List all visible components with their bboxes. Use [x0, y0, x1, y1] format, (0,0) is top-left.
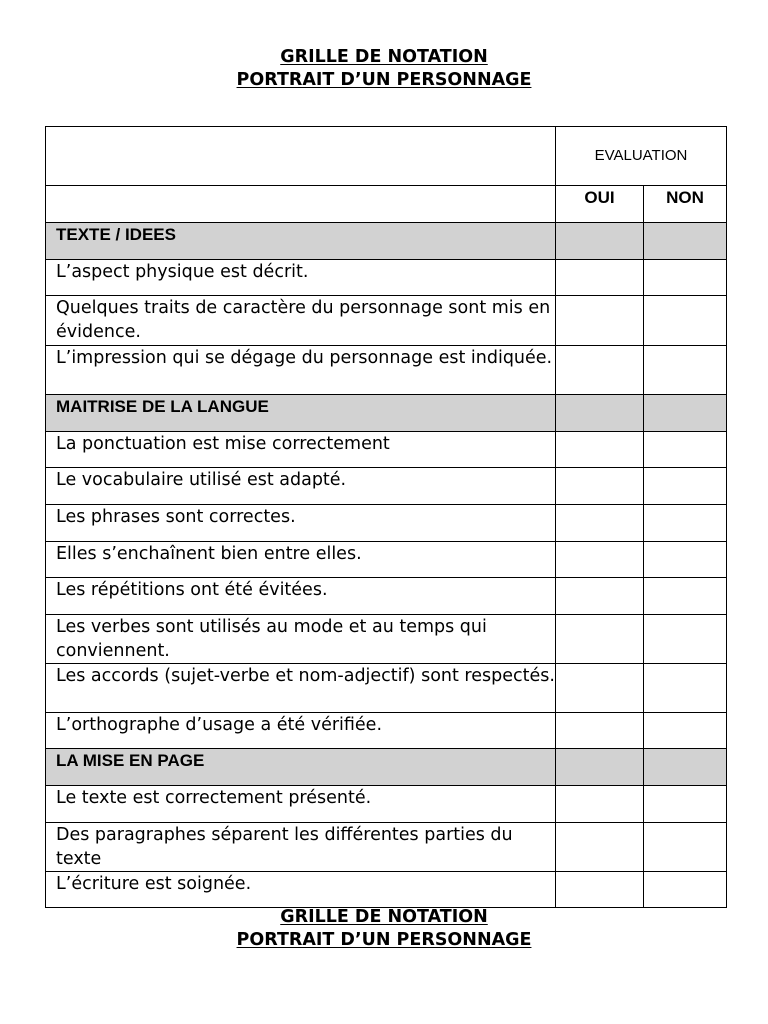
criterion-text: L’impression qui se dégage du personnage est indiquée.: [46, 346, 556, 395]
criterion-text: Le vocabulaire utilisé est adapté.: [46, 468, 556, 505]
table-row: [46, 542, 727, 578]
criterion-text: La ponctuation est mise correctement: [46, 432, 556, 468]
oui-checkbox-cell[interactable]: [556, 346, 644, 395]
criterion-text: Les verbes sont utilisés au mode et au temps qui conviennent.: [46, 615, 556, 664]
table-row: [46, 505, 727, 542]
table-row: [46, 296, 727, 346]
non-checkbox-cell[interactable]: [644, 505, 727, 542]
table-row: [46, 823, 727, 872]
non-checkbox-cell[interactable]: [644, 542, 727, 578]
criterion-text: Le texte est correctement présenté.: [46, 786, 556, 823]
section-row: [46, 749, 727, 786]
section-row: [46, 395, 727, 432]
table-row: [46, 432, 727, 468]
table-row: [46, 786, 727, 823]
footer-title: [0, 906, 768, 952]
non-checkbox-cell[interactable]: [644, 713, 727, 749]
oui-checkbox-cell[interactable]: [556, 432, 644, 468]
oui-checkbox-cell[interactable]: [556, 260, 644, 296]
non-cell: [644, 749, 727, 786]
section-heading: LA MISE EN PAGE: [46, 749, 556, 786]
non-checkbox-cell[interactable]: [644, 664, 727, 713]
non-cell: [644, 223, 727, 260]
oui-cell: [556, 223, 644, 260]
non-checkbox-cell[interactable]: [644, 260, 727, 296]
non-checkbox-cell[interactable]: [644, 578, 727, 615]
criterion-text: Les phrases sont correctes.: [46, 505, 556, 542]
oui-checkbox-cell[interactable]: [556, 786, 644, 823]
criterion-text: Quelques traits de caractère du personnage sont mis en évidence.: [46, 296, 556, 346]
criterion-text: Elles s’enchaînent bien entre elles.: [46, 542, 556, 578]
oui-checkbox-cell[interactable]: [556, 505, 644, 542]
section-heading: MAITRISE DE LA LANGUE: [46, 395, 556, 432]
column-header-oui: OUI: [556, 186, 644, 223]
title-line-1: GRILLE DE NOTATION: [280, 47, 488, 67]
criterion-text: L’écriture est soignée.: [46, 872, 556, 908]
table-row: [46, 713, 727, 749]
table-row: [46, 260, 727, 296]
non-checkbox-cell[interactable]: [644, 872, 727, 908]
oui-cell: [556, 395, 644, 432]
table-row: [46, 468, 727, 505]
footer-title-line-2: PORTRAIT D’UN PERSONNAGE: [236, 930, 532, 950]
oui-checkbox-cell[interactable]: [556, 296, 644, 346]
grading-table: [45, 126, 727, 908]
table-row: [46, 664, 727, 713]
non-checkbox-cell[interactable]: [644, 346, 727, 395]
non-checkbox-cell[interactable]: [644, 823, 727, 872]
subheader-blank-cell: [46, 186, 556, 223]
table-row: [46, 615, 727, 664]
evaluation-header: EVALUATION: [556, 127, 727, 186]
table-row: [46, 578, 727, 615]
section-row: [46, 223, 727, 260]
non-checkbox-cell[interactable]: [644, 432, 727, 468]
oui-checkbox-cell[interactable]: [556, 823, 644, 872]
criterion-text: Les accords (sujet-verbe et nom-adjectif) sont respectés.: [46, 664, 556, 713]
criterion-text: L’aspect physique est décrit.: [46, 260, 556, 296]
non-checkbox-cell[interactable]: [644, 786, 727, 823]
criterion-text: Des paragraphes séparent les différentes parties du texte: [46, 823, 556, 872]
oui-checkbox-cell[interactable]: [556, 713, 644, 749]
non-checkbox-cell[interactable]: [644, 615, 727, 664]
column-header-non: NON: [644, 186, 727, 223]
page-title: [0, 46, 768, 92]
non-checkbox-cell[interactable]: [644, 468, 727, 505]
criterion-text: Les répétitions ont été évitées.: [46, 578, 556, 615]
footer-title-line-1: GRILLE DE NOTATION: [280, 907, 488, 927]
table-row: [46, 872, 727, 908]
table-subheader-row: [46, 186, 727, 223]
oui-checkbox-cell[interactable]: [556, 542, 644, 578]
non-checkbox-cell[interactable]: [644, 296, 727, 346]
section-heading: TEXTE / IDEES: [46, 223, 556, 260]
table-row: [46, 346, 727, 395]
oui-checkbox-cell[interactable]: [556, 664, 644, 713]
oui-checkbox-cell[interactable]: [556, 468, 644, 505]
header-blank-cell: [46, 127, 556, 186]
oui-checkbox-cell[interactable]: [556, 578, 644, 615]
non-cell: [644, 395, 727, 432]
oui-checkbox-cell[interactable]: [556, 872, 644, 908]
table-header-row: [46, 127, 727, 186]
oui-cell: [556, 749, 644, 786]
oui-checkbox-cell[interactable]: [556, 615, 644, 664]
title-line-2: PORTRAIT D’UN PERSONNAGE: [236, 70, 532, 90]
criterion-text: L’orthographe d’usage a été vérifiée.: [46, 713, 556, 749]
